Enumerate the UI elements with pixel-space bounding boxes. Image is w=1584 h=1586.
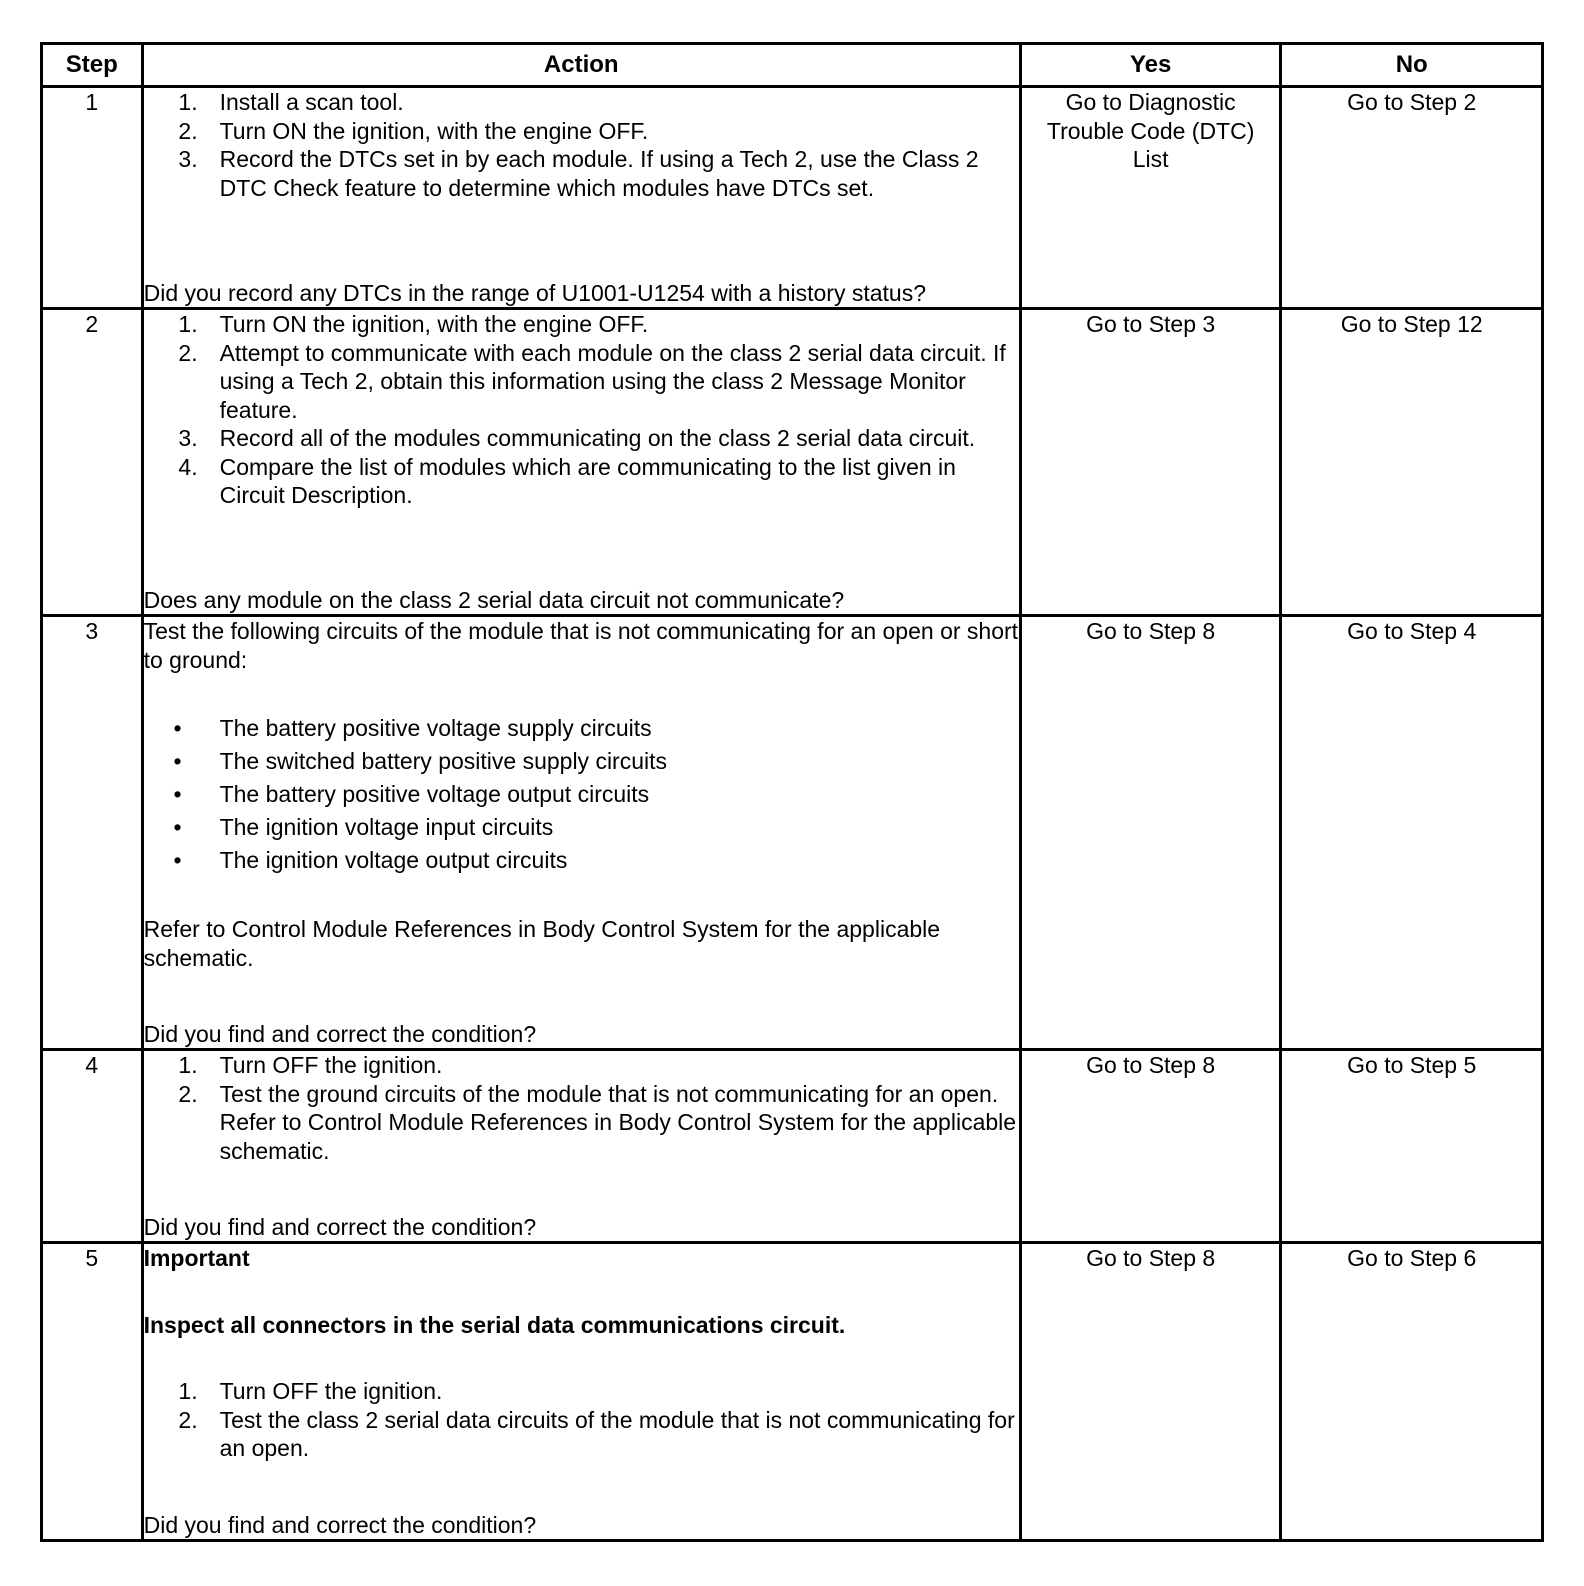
list-item: • The ignition voltage output circuits (173, 847, 568, 873)
list-item: • The battery positive voltage supply circuits (173, 715, 652, 741)
table-row (42, 1050, 1543, 1243)
step-number: 5 (42, 1243, 143, 1541)
reference-note: Refer to Control Module References in Body Control System for the applicable schematic. (143, 916, 941, 971)
header-no: No (1281, 44, 1543, 87)
question-text: Did you record any DTCs in the range of U1001-U1254 with a history status? (143, 279, 926, 306)
question-text: Did you find and correct the condition? (143, 1020, 537, 1047)
step-number: 2 (42, 309, 143, 616)
header-step: Step (42, 44, 143, 87)
list-item: 2. Attempt to communicate with each module on the class 2 serial data circuit. If using a Tech 2, obtain this information using the class 2 Message Monitor feature. (178, 339, 1006, 423)
action-cell (142, 309, 1020, 616)
table-row (42, 1243, 1543, 1541)
diagnostic-table (40, 42, 1544, 1542)
action-cell (142, 616, 1020, 1050)
action-cell (142, 87, 1020, 309)
question-text: Did you find and correct the condition? (143, 1511, 537, 1538)
list-item: 2. Test the class 2 serial data circuits of the module that is not communicating for an open. (178, 1406, 1015, 1461)
list-item: 4. Compare the list of modules which are communicating to the list given in Circuit Description. (178, 453, 956, 508)
action-cell (142, 1243, 1020, 1541)
no-result: Go to Step 12 (1281, 309, 1543, 616)
yes-result: Go to Step 3 (1020, 309, 1281, 616)
numbered-list (144, 1051, 1019, 1165)
step-number: 1 (42, 87, 143, 309)
no-result: Go to Step 5 (1281, 1050, 1543, 1243)
list-item: 2. Turn ON the ignition, with the engine OFF. (178, 117, 649, 144)
question-text: Did you find and correct the condition? (143, 1213, 537, 1240)
numbered-list (144, 1377, 1019, 1463)
list-item: 1. Turn OFF the ignition. (178, 1378, 443, 1404)
list-item: • The ignition voltage input circuits (173, 814, 554, 840)
yes-result: Go to Diagnostic Trouble Code (DTC) List (1020, 87, 1281, 309)
header-yes: Yes (1020, 44, 1281, 87)
question-text: Does any module on the class 2 serial data circuit not communicate? (143, 586, 845, 613)
no-result: Go to Step 4 (1281, 616, 1543, 1050)
list-item: 2. Test the ground circuits of the module that is not communicating for an open. Refer to Control Module References in Body Control System for the applicable schematic. (178, 1080, 1017, 1164)
important-text: Inspect all connectors in the serial data communications circuit. (143, 1311, 846, 1338)
table-row (42, 87, 1543, 309)
list-item: 1. Turn ON the ignition, with the engine OFF. (178, 311, 649, 337)
step-number: 4 (42, 1050, 143, 1243)
list-item: 1. Install a scan tool. (178, 89, 404, 115)
no-result: Go to Step 2 (1281, 87, 1543, 309)
header-row (42, 44, 1543, 87)
numbered-list (144, 88, 1019, 202)
list-item: 3. Record the DTCs set in by each module. If using a Tech 2, use the Class 2 DTC Check feature to determine which modules have DTCs set. (178, 146, 979, 201)
yes-result: Go to Step 8 (1020, 616, 1281, 1050)
list-item: 3. Record all of the modules communicating on the class 2 serial data circuit. (178, 425, 976, 451)
important-title: Important (143, 1245, 250, 1271)
table-row (42, 616, 1543, 1050)
numbered-list (144, 310, 1019, 510)
intro-text: Test the following circuits of the module that is not communicating for an open or short to ground: (143, 618, 1019, 673)
bullet-list (144, 712, 1019, 877)
step-number: 3 (42, 616, 143, 1050)
yes-result: Go to Step 8 (1020, 1243, 1281, 1541)
no-result: Go to Step 6 (1281, 1243, 1543, 1541)
table-row (42, 309, 1543, 616)
yes-result: Go to Step 8 (1020, 1050, 1281, 1243)
list-item: • The switched battery positive supply circuits (173, 748, 668, 774)
list-item: • The battery positive voltage output circuits (173, 781, 650, 807)
header-action: Action (142, 44, 1020, 87)
list-item: 1. Turn OFF the ignition. (178, 1052, 443, 1078)
action-cell (142, 1050, 1020, 1243)
